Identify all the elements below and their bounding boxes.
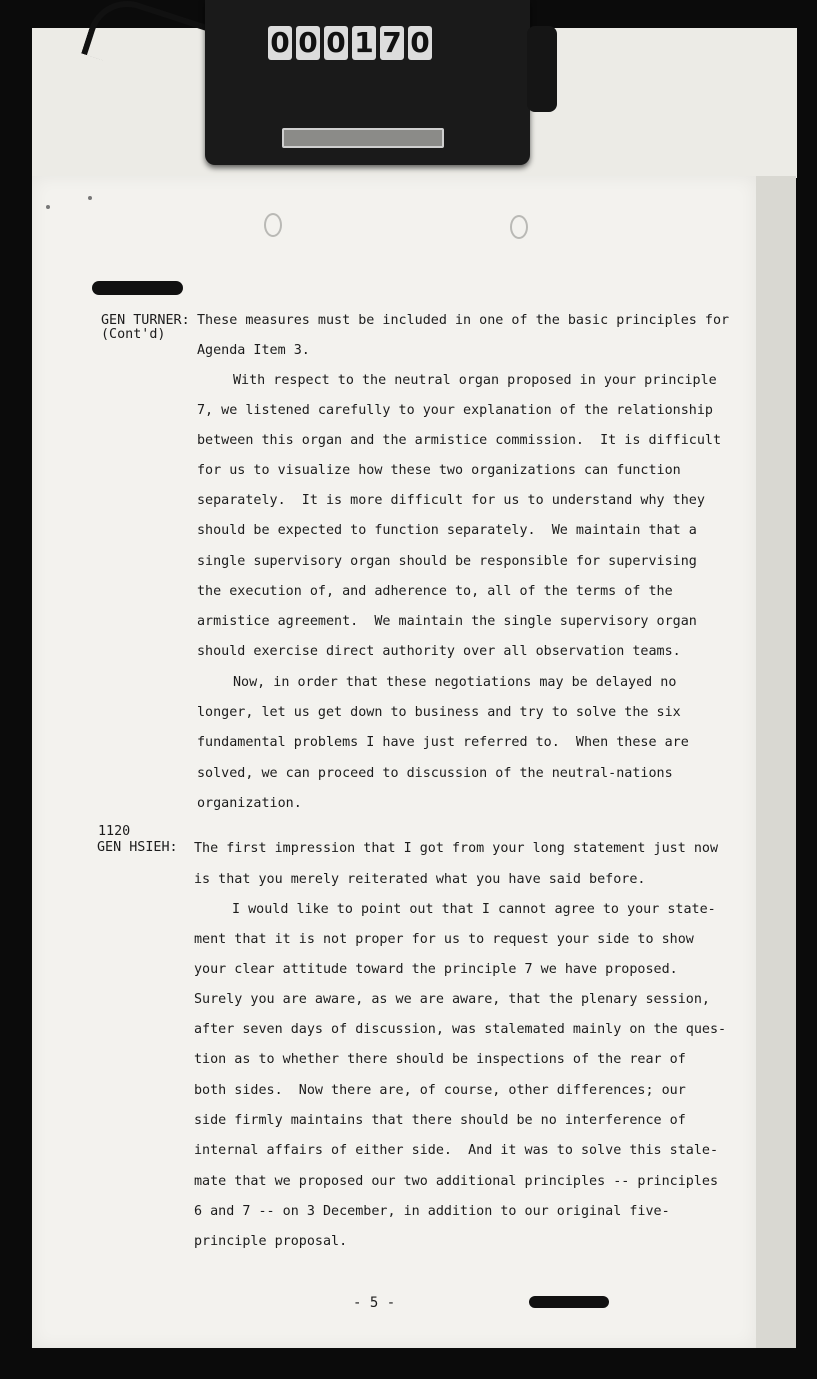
speaker-label: GEN HSIEH: xyxy=(97,840,178,855)
paper-speck xyxy=(88,196,92,200)
counter-digits xyxy=(268,26,432,62)
counter-slot xyxy=(282,128,444,148)
speaker-label: GEN TURNER: xyxy=(101,313,190,328)
text-line: Surely you are aware, as we are aware, that the plenary session, xyxy=(194,992,710,1007)
counter-knob xyxy=(527,26,557,112)
counter-digit: 0 xyxy=(296,26,320,60)
text-line: longer, let us get down to business and try to solve the six xyxy=(197,705,681,720)
page-edge xyxy=(756,176,796,1348)
text-line: mate that we proposed our two additional principles -- principles xyxy=(194,1174,719,1189)
text-line: principle proposal. xyxy=(194,1234,348,1249)
text-line: fundamental problems I have just referred to. When these are xyxy=(197,735,689,750)
text-line: side firmly maintains that there should be no interference of xyxy=(194,1113,686,1128)
redaction-mark xyxy=(92,281,183,295)
text-line: should exercise direct authority over all observation teams. xyxy=(197,644,681,659)
document-page xyxy=(32,176,756,1348)
text-line: should be expected to function separately. We maintain that a xyxy=(197,523,697,538)
text-line: The first impression that I got from your long statement just now xyxy=(194,841,719,856)
text-line: ment that it is not proper for us to request your side to show xyxy=(194,932,694,947)
counter-digit: 1 xyxy=(352,26,376,60)
counter-digit: 0 xyxy=(408,26,432,60)
text-line: armistice agreement. We maintain the single supervisory organ xyxy=(197,614,697,629)
text-line: internal affairs of either side. And it was to solve this stale- xyxy=(194,1143,719,1158)
text-line: for us to visualize how these two organizations can function xyxy=(197,463,681,478)
text-line: organization. xyxy=(197,796,302,811)
speaker-continued: (Cont'd) xyxy=(101,327,166,342)
text-line: Agenda Item 3. xyxy=(197,343,310,358)
text-line: I would like to point out that I cannot agree to your state- xyxy=(232,902,716,917)
page-number: - 5 - xyxy=(353,1295,396,1311)
timestamp: 1120 xyxy=(98,824,131,839)
text-line: separately. It is more difficult for us to understand why they xyxy=(197,493,705,508)
punch-hole xyxy=(264,213,282,237)
redaction-mark xyxy=(529,1296,609,1308)
text-line: after seven days of discussion, was stalemated mainly on the ques- xyxy=(194,1022,727,1037)
text-line: tion as to whether there should be inspections of the rear of xyxy=(194,1052,686,1067)
text-line: single supervisory organ should be responsible for supervising xyxy=(197,554,697,569)
text-line: your clear attitude toward the principle 7 we have proposed. xyxy=(194,962,678,977)
counter-digit: 7 xyxy=(380,26,404,60)
text-line: These measures must be included in one of the basic principles for xyxy=(197,313,730,328)
punch-hole xyxy=(510,215,528,239)
text-line: is that you merely reiterated what you have said before. xyxy=(194,872,646,887)
text-line: between this organ and the armistice commission. It is difficult xyxy=(197,433,722,448)
text-line: the execution of, and adherence to, all of the terms of the xyxy=(197,584,673,599)
text-line: solved, we can proceed to discussion of the neutral-nations xyxy=(197,766,673,781)
counter-digit: 0 xyxy=(324,26,348,60)
text-line: 7, we listened carefully to your explanation of the relationship xyxy=(197,403,713,418)
text-line: 6 and 7 -- on 3 December, in addition to our original five- xyxy=(194,1204,670,1219)
paper-speck xyxy=(46,205,50,209)
text-line: With respect to the neutral organ proposed in your principle xyxy=(233,373,717,388)
text-line: both sides. Now there are, of course, other differences; our xyxy=(194,1083,686,1098)
text-line: Now, in order that these negotiations may be delayed no xyxy=(233,675,677,690)
counter-digit: 0 xyxy=(268,26,292,60)
